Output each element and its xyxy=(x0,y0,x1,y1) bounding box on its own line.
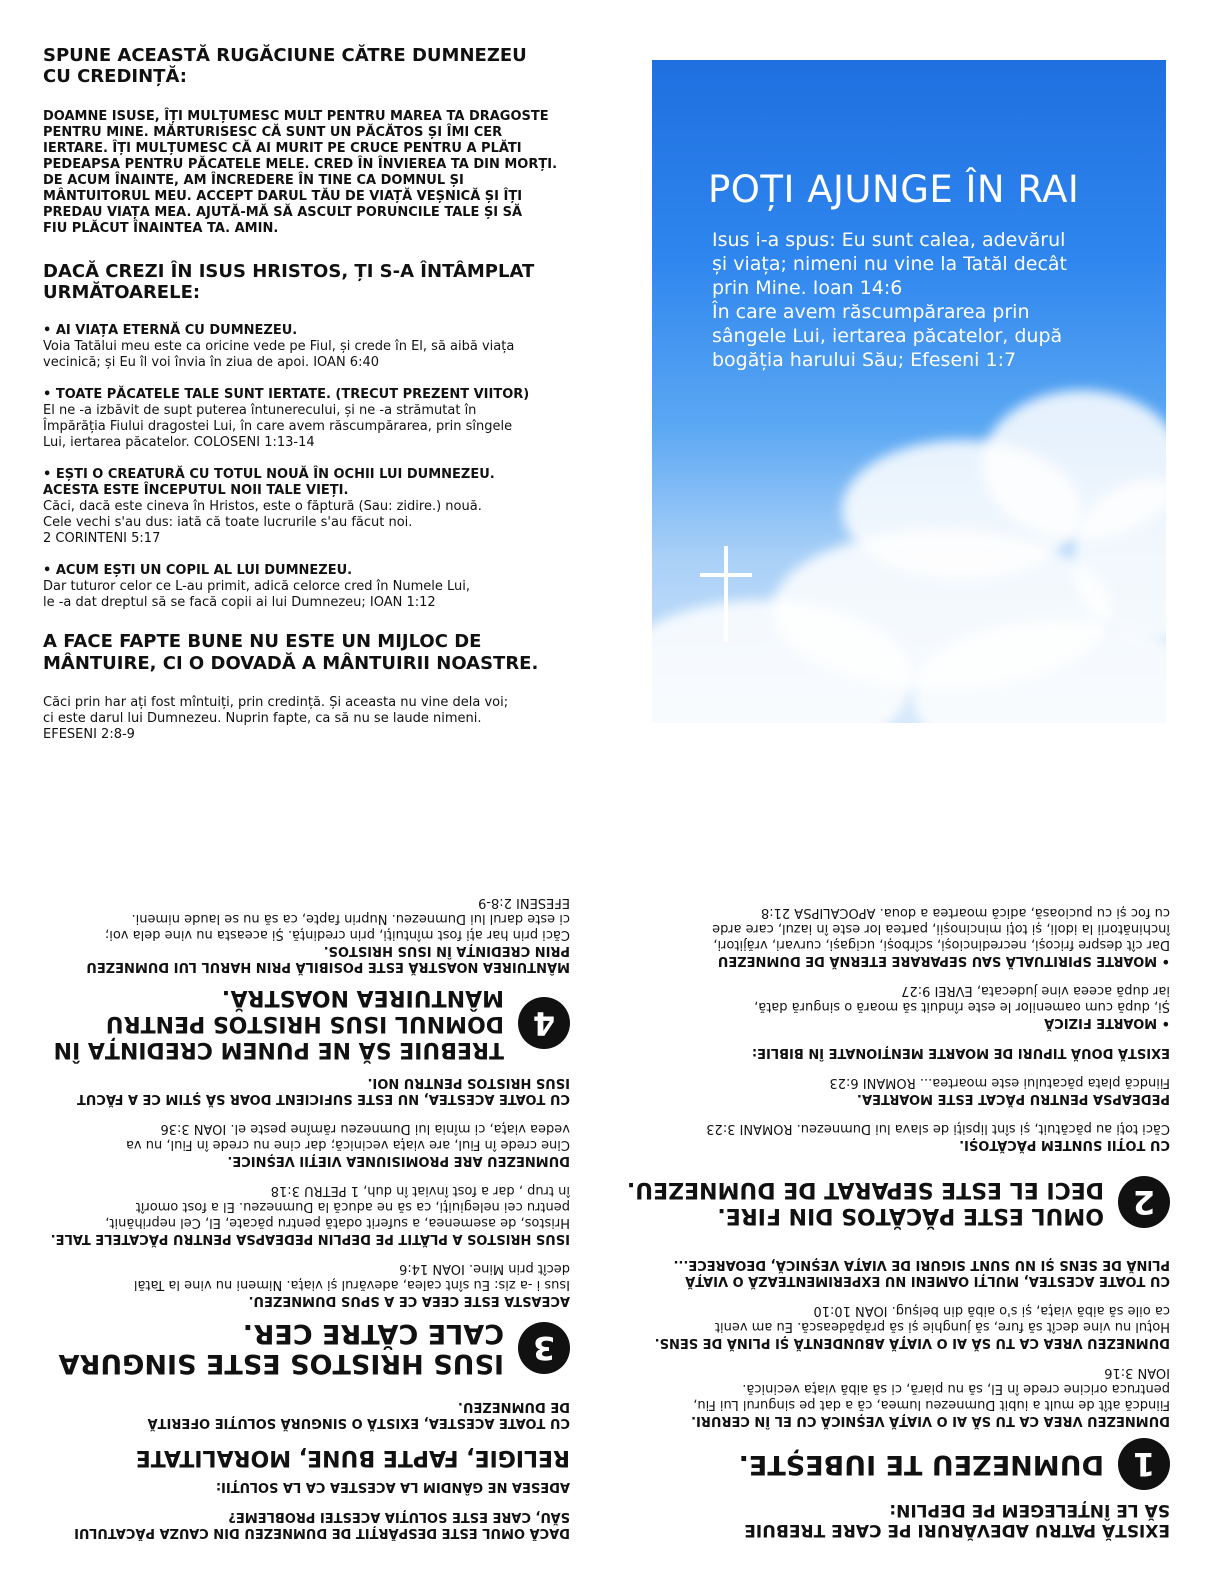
section-heading: ISUS HRISTOS ESTE SINGURA CALE CĂTRE CER. xyxy=(58,1318,504,1379)
item-text: El ne -a izbăvit de supt puterea întunerecului, și ne -a strămutat în Împărăția Fiului dragostei Lui, în care avem răscumpărarea, prin sîngele Lui, iertarea păcatelor. COLOSENI 1:13-14 xyxy=(43,403,513,450)
works-text: Căci prin har ați fost mîntuiți, prin credință. Și aceasta nu vine dela voi; ci este darul lui Dumnezeu. Nuprin fapte, ca să nu se laude nimeni. EFESENI 2:8-9 xyxy=(43,695,509,742)
intro-heading: EXISTĂ PATRU ADEVĂRURI PE CARE TREBUIE SĂ LE ÎNȚELEGEM PE DEPLIN: xyxy=(744,1500,1170,1540)
section-sub: • MOARTE FIZICĂ xyxy=(1044,1015,1170,1030)
prayer-text: DOAMNE ISUSE, ÎȚI MULȚUMESC MULT PENTRU MAREA TA DRAGOSTE PENTRU MINE. MĂRTURISESC CĂ SUNT UN PĂCĂTOS ȘI ÎMI CER IERTARE. ÎȚI MULȚUMESC CĂ AI MURIT PE CRUCE PENTRU A PLĂTI PEDEAPSA PENTRU PĂCATELE MELE. CRED ÎN ÎNVIEREA TA DIN MORȚI. DE ACUM ÎNAINTE, AM ÎNCREDERE ÎN TINE CA DOMNUL ȘI MÂNTUITORUL MEU. ACCEPT DARUL TĂU DE VIAȚĂ VEȘNICĂ ȘI ÎȚI PREDAU VIAȚA MEA. AJUTĂ-MĂ SĂ ASCULT PORUNCILE TALE ȘI SĂ FIU PLĂCUT ÎNAINTEA TA. AMIN. xyxy=(43,109,558,236)
list-item xyxy=(43,323,588,371)
cross-icon-bar xyxy=(700,573,752,577)
works-heading: A FACE FAPTE BUNE NU ESTE UN MIJLOC DE MÂNTUIRE, CI O DOVADĂ A MÂNTUIRII NOASTRE. xyxy=(43,631,539,674)
section-text: Căci prin har ați fost mîntuiți, prin credință. Și aceasta nu vine dela voi; ci este darul lui Dumnezeu. Nuprin fapte, ca să nu se laude nimeni. EFESENI 2:8-9 xyxy=(104,895,570,942)
list-item xyxy=(43,387,588,451)
item-title: • ACUM EȘTI UN COPIL AL LUI DUMNEZEU. xyxy=(43,563,353,578)
number-badge: 4 xyxy=(518,997,570,1049)
item-text: Căci, dacă este cineva în Hristos, este o făptură (Sau: zidire.) nouă. Cele vechi s'au dus: iată că toate lucrurile s'au făcut noi. 2 CORINTENI 5:17 xyxy=(43,499,482,546)
intro-question: DACĂ OMUL ESTE DESPĂRȚIT DE DUMNEZEU DIN CAUZA PĂCATULUI SĂU, CARE ESTE SOLUȚIA ACESTEI PROBLEME? xyxy=(74,1509,570,1540)
intro-sub: CU TOATE ACESTEA, EXISTĂ O SINGURĂ SOLUȚIE OFERITĂ DE DUMNEZEU. xyxy=(147,1399,570,1430)
section-text: Căci toți au păcătuit, și sînt lipsiți de slava lui Dumnezeu. ROMANI 3:23 xyxy=(706,1121,1170,1136)
section-sub: PEDEAPSA PENTRU PĂCAT ESTE MOARTEA. xyxy=(856,1091,1170,1106)
section-text: Cine crede în Fiul, are viața vecinică; dar cine nu crede în Fiul, nu va vedea viața, ci mînia lui Dumnezeu rămîne peste el. IOAN 3:36 xyxy=(126,1121,570,1152)
section-sub: CU TOATE ACESTEA, NU ESTE SUFICIENT DOAR SĂ ȘTIM CE A FĂCUT ISUS HRISTOS PENTRU NOI. xyxy=(76,1075,570,1106)
cover-verse: Isus i-a spus: Eu sunt calea, adevărul și viața; nimeni nu vine la Tatăl decât prin Mine. Ioan 14:6 În care avem răscumpărarea prin sângele Lui, iertarea păcatelor, după bogăția harului Său; Efeseni 1:7 xyxy=(712,229,1067,371)
section-heading: DUMNEZEU TE IUBEȘTE. xyxy=(738,1449,1104,1480)
cover-image xyxy=(652,60,1166,723)
truths-panel-1-2 xyxy=(625,865,1170,1540)
section-sub: DUMNEZEU VREA CA TU SĂ AI O VIAȚĂ ABUNDENTĂ ȘI PLINĂ DE SENS. xyxy=(654,1335,1170,1350)
number-badge: 1 xyxy=(1118,1438,1170,1490)
section-sub: DUMNEZEU VREA CA TU SĂ AI O VIAȚĂ VEȘNICĂ CU EL ÎN CERURI. xyxy=(691,1413,1170,1428)
section-sub: ACEASTA ESTE CEEA CE A SPUS DUMNEZEU. xyxy=(248,1293,570,1308)
section-2-heading-row xyxy=(625,1176,1170,1228)
section-sub: CU TOȚII SUNTEM PĂCĂTOȘI. xyxy=(959,1137,1170,1152)
section-text: Fiindcă atît de mult a iubit Dumnezeu lumea, că a dat pe singurul Lui Fiu, pentruca oricine crede în El, să nu piară, ci să aibă viața vecinică. IOAN 3:16 xyxy=(693,1365,1170,1412)
section-4-heading-row xyxy=(40,984,570,1062)
believe-heading: DACĂ CREZI ÎN ISUS HRISTOS, ȚI S-A ÎNTÂMPLAT URMĂTOARELE: xyxy=(43,261,535,303)
section-sub: EXISTĂ DOUĂ TIPURI DE MOARTE MENȚIONATE ÎN BIBLIE: xyxy=(751,1045,1170,1060)
section-text: Și, după cum oamenilor le este rînduit să moară o singură dată, iar după aceea vine judecata, EVREI 9:27 xyxy=(754,983,1170,1014)
section-1-heading-row xyxy=(625,1438,1170,1490)
list-item xyxy=(43,467,588,547)
item-title: • EȘTI O CREATURĂ CU TOTUL NOUĂ ÎN OCHII LUI DUMNEZEU. ACESTA ESTE ÎNCEPUTUL NOII TALE VIEȚI. xyxy=(43,467,495,498)
section-text: Hoțul nu vine decît să fure, să junghie și să prăpădească. Eu am venit ca oile să aibă viața, și s'o aibă din belșug. IOAN 10:10 xyxy=(714,1303,1170,1334)
number-badge: 2 xyxy=(1118,1176,1170,1228)
item-title: • TOATE PĂCATELE TALE SUNT IERTATE. (TRECUT PREZENT VIITOR) xyxy=(43,387,530,402)
solutions-list: RELIGIE, FAPTE BUNE, MORALITATE xyxy=(135,1445,570,1470)
section-sub: ISUS HRISTOS A PLĂTIT PE DEPLIN PEDEAPSA PENTRU PĂCATELE TALE. xyxy=(50,1231,570,1246)
section-heading: TREBUIE SĂ NE PUNEM CREDINȚA ÎN DOMNUL ISUS HRISTOS PENTRU MÂNTUIREA NOASTRĂ. xyxy=(53,985,504,1062)
item-text: Dar tuturor celor ce L-au primit, adică celorce cred în Numele Lui, le -a dat dreptul să se facă copii ai lui Dumnezeu; IOAN 1:12 xyxy=(43,579,471,610)
cover-title: POȚI AJUNGE ÎN RAI xyxy=(708,168,1080,211)
section-3-heading-row xyxy=(40,1318,570,1378)
intro-sub: ADESEA NE GÂNDIM LA ACESTEA CA LA SOLUȚII: xyxy=(215,1479,570,1494)
section-text: Fiindcă plata păcatului este moartea... ROMANI 6:23 xyxy=(829,1075,1170,1090)
section-text: Dar cît despre fricoși, necredincioși, scîrboși, ucigași, curvari, vrăjitori, închinătorii la idoli, și toți mincinoșii, partea lor este în iazul, care arde cu foc și cu pucioasă, adică moartea a doua. APOCALIPSA 21:8 xyxy=(712,905,1170,952)
section-sub: DUMNEZEU ARE PROMISIUNEA VIEȚII VEȘNICE. xyxy=(227,1153,570,1168)
section-text: Isus i -a zis: Eu sînt calea, adevărul și viața. Nimeni nu vine la Tatăl decît prin Mine. IOAN 14:6 xyxy=(133,1261,570,1292)
item-text: Voia Tatălui meu este ca oricine vede pe Fiul, și crede în El, să aibă viața vecinică; și Eu îl voi învia în ziua de apoi. IOAN 6:40 xyxy=(43,339,515,370)
number-badge: 3 xyxy=(518,1322,570,1374)
section-heading: OMUL ESTE PĂCĂTOS DIN FIRE. DECI EL ESTE SEPARAT DE DUMNEZEU. xyxy=(626,1177,1104,1228)
prayer-heading: SPUNE ACEASTĂ RUGĂCIUNE CĂTRE DUMNEZEU CU CREDINȚĂ: xyxy=(43,45,527,87)
cross-icon xyxy=(724,546,728,642)
truths-panel-3-4 xyxy=(40,840,570,1540)
prayer-panel xyxy=(43,45,588,743)
section-sub: • MOARTE SPIRITUALĂ SAU SEPARARE ETERNĂ DE DUMNEZEU xyxy=(717,953,1170,968)
section-text: Hristos, de asemenea, a suferit odată pentru păcate, El, Cel neprihănit, pentru cei nelegiuiți, ca să ne aducă la Dumnezeu. El a fost omorît în trup , dar a fost înviat în duh, 1 PETRU 3:18 xyxy=(105,1183,570,1230)
section-sub: MÂNTUIREA NOASTRĂ ESTE POSIBILĂ PRIN HARUL LUI DUMNEZEU PRIN CREDINȚA ÎN ISUS HRISTOS. xyxy=(86,943,570,974)
item-title: • AI VIAȚA ETERNĂ CU DUMNEZEU. xyxy=(43,323,298,338)
list-item xyxy=(43,563,588,611)
section-sub: CU TOATE ACESTEA, MULȚI OAMENI NU EXPERIMENTEAZĂ O VIAȚĂ PLINĂ DE SENS ȘI NU SUNT SIGURI DE VIAȚA VEȘNICĂ, DEOARECE... xyxy=(673,1257,1170,1288)
